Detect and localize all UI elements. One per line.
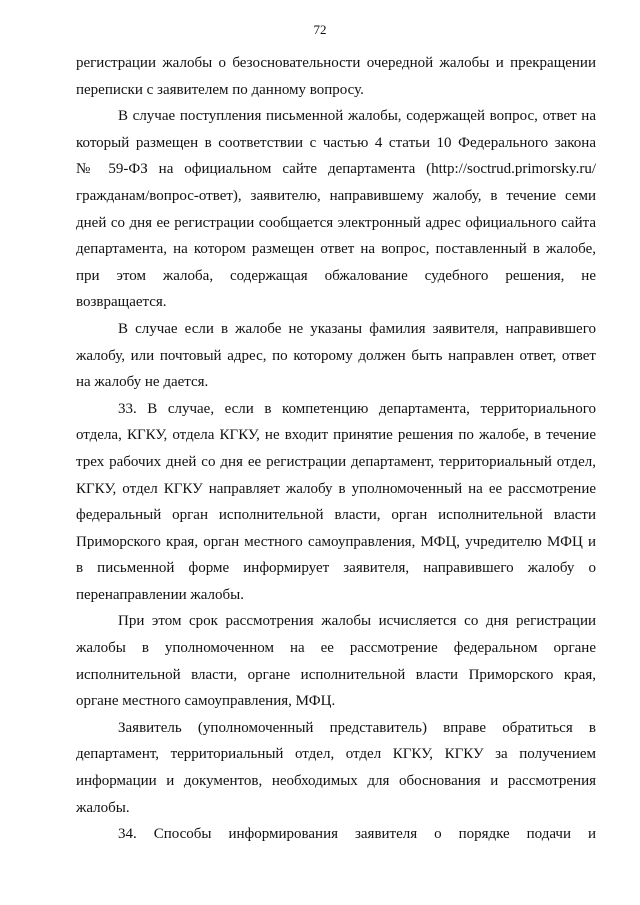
paragraph-7 [76, 821, 596, 848]
text-line: В случае поступления письменной жалобы, содержащей вопрос, ответ на [118, 108, 596, 125]
text-line: № 59-ФЗ на официальном сайте департамента (http://soctrud.primorsky.ru/ [76, 161, 596, 178]
text-line: на жалобу не дается. [76, 374, 209, 391]
text-line: в письменной форме информирует заявителя, направившего жалобу о [76, 560, 596, 577]
text-line: жалобы в уполномоченном на ее рассмотрение федеральном органе [76, 640, 596, 657]
text-line: департамент, территориальный отдел, отдел КГКУ, КГКУ за получением [76, 746, 596, 763]
paragraph-3 [76, 316, 596, 396]
page-number: 72 [313, 22, 327, 37]
text-line: при этом жалоба, содержащая обжалование судебного решения, не [76, 267, 596, 284]
text-line: дней со дня ее регистрации сообщается электронный адрес официального сайта [76, 214, 596, 231]
text-line: жалобу, или почтовый адрес, по которому должен быть направлен ответ, ответ [76, 347, 596, 364]
text-line: Приморского края, орган местного самоуправления, МФЦ, учредителю МФЦ и [76, 533, 596, 550]
text-line: департамента, на котором размещен ответ на вопрос, поставленный в жалобе, [76, 241, 596, 258]
text-line: отдела, КГКУ, отдела КГКУ, не входит принятие решения по жалобе, в течение [76, 427, 596, 444]
text-line: перенаправлении жалобы. [76, 586, 244, 603]
text-line: В случае если в жалобе не указаны фамилия заявителя, направившего [118, 320, 596, 337]
text-line: возвращается. [76, 294, 167, 311]
text-line: который размещен в соответствии с частью 4 статьи 10 Федерального закона [76, 134, 596, 151]
text-line: федеральный орган исполнительной власти, орган исполнительной власти [76, 507, 596, 524]
text-line: жалобы. [76, 799, 130, 816]
paragraph-6 [76, 715, 596, 821]
document-body [76, 50, 596, 848]
text-line: трех рабочих дней со дня ее регистрации департамент, территориальный отдел, [76, 453, 596, 470]
paragraph-2 [76, 103, 596, 316]
paragraph-5 [76, 608, 596, 714]
text-line: Заявитель (уполномоченный представитель) вправе обратиться в [118, 719, 596, 736]
text-line: регистрации жалобы о безосновательности очередной жалобы и прекращении [76, 55, 596, 71]
text-line: гражданам/вопрос-ответ), заявителю, направившему жалобу, в течение семи [76, 187, 596, 204]
text-line: информации и документов, необходимых для обоснования и рассмотрения [76, 773, 596, 790]
text-line: 33. В случае, если в компетенцию департамента, территориального [118, 400, 596, 417]
text-line: исполнительной власти, органе исполнительной власти Приморского края, [76, 666, 596, 683]
text-line: КГКУ, отдел КГКУ направляет жалобу в уполномоченный на ее рассмотрение [76, 480, 596, 497]
text-line: При этом срок рассмотрения жалобы исчисляется со дня регистрации [118, 613, 596, 630]
text-line: 34. Способы информирования заявителя о порядке подачи и [118, 826, 596, 843]
text-line: переписки с заявителем по данному вопросу. [76, 81, 364, 98]
paragraph-4 [76, 396, 596, 609]
paragraph-1 [76, 50, 596, 103]
text-line: органе местного самоуправления, МФЦ. [76, 693, 336, 710]
